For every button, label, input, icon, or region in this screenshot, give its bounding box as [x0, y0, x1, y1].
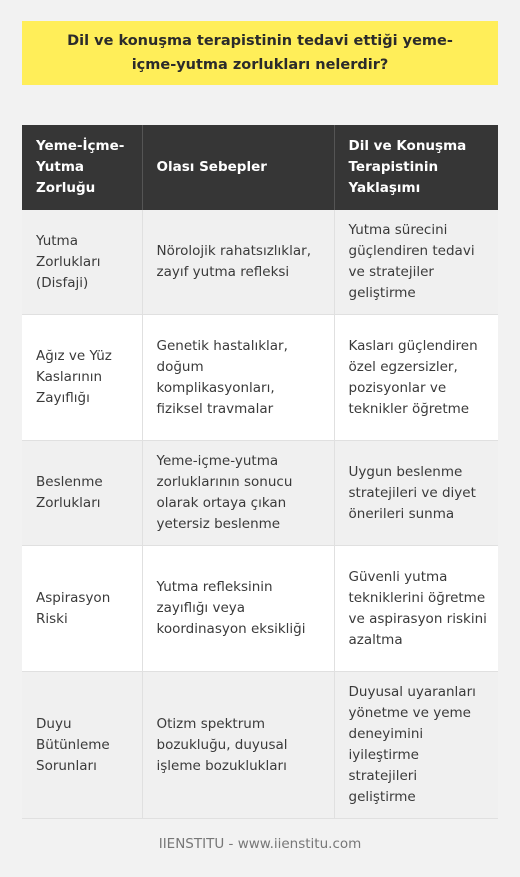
- table-row: [22, 672, 498, 819]
- cell-approach: Kasları güçlendiren özel egzersizler, pozisyonlar ve teknikler öğretme: [334, 315, 498, 441]
- cell-causes: Genetik hastalıklar, doğum komplikasyonları, fiziksel travmalar: [142, 315, 334, 441]
- cell-difficulty: Duyu Bütünleme Sorunları: [22, 672, 142, 819]
- table-row: [22, 546, 498, 672]
- cell-causes: Otizm spektrum bozukluğu, duyusal işleme bozuklukları: [142, 672, 334, 819]
- cell-difficulty: Yutma Zorlukları (Disfaji): [22, 210, 142, 315]
- cell-causes: Yutma refleksinin zayıflığı veya koordinasyon eksikliği: [142, 546, 334, 672]
- cell-approach: Duyusal uyaranları yönetme ve yeme deneyimini iyileştirme stratejileri geliştirme: [334, 672, 498, 819]
- column-header-difficulty: Yeme-İçme-Yutma Zorluğu: [22, 125, 142, 210]
- cell-approach: Güvenli yutma tekniklerini öğretme ve aspirasyon riskini azaltma: [334, 546, 498, 672]
- footer-credit: IIENSTITU - www.iienstitu.com: [158, 836, 362, 852]
- cell-approach: Uygun beslenme stratejileri ve diyet önerileri sunma: [334, 441, 498, 546]
- cell-causes: Yeme-içme-yutma zorluklarının sonucu olarak ortaya çıkan yetersiz beslenme: [142, 441, 334, 546]
- cell-causes: Nörolojik rahatsızlıklar, zayıf yutma refleksi: [142, 210, 334, 315]
- cell-approach: Yutma sürecini güçlendiren tedavi ve stratejiler geliştirme: [334, 210, 498, 315]
- table-row: [22, 315, 498, 441]
- column-header-approach: Dil ve Konuşma Terapistinin Yaklaşımı: [334, 125, 498, 210]
- table-row: [22, 441, 498, 546]
- page-title: Dil ve konuşma terapistinin tedavi ettiği yeme-içme-yutma zorlukları nelerdir?: [67, 33, 453, 73]
- cell-difficulty: Ağız ve Yüz Kaslarının Zayıflığı: [22, 315, 142, 441]
- table-row: [22, 210, 498, 315]
- cell-difficulty: Beslenme Zorlukları: [22, 441, 142, 546]
- cell-difficulty: Aspirasyon Riski: [22, 546, 142, 672]
- table-header-row: [22, 125, 498, 210]
- column-header-causes: Olası Sebepler: [142, 125, 334, 210]
- title-banner: [22, 21, 498, 85]
- info-table: [22, 125, 498, 819]
